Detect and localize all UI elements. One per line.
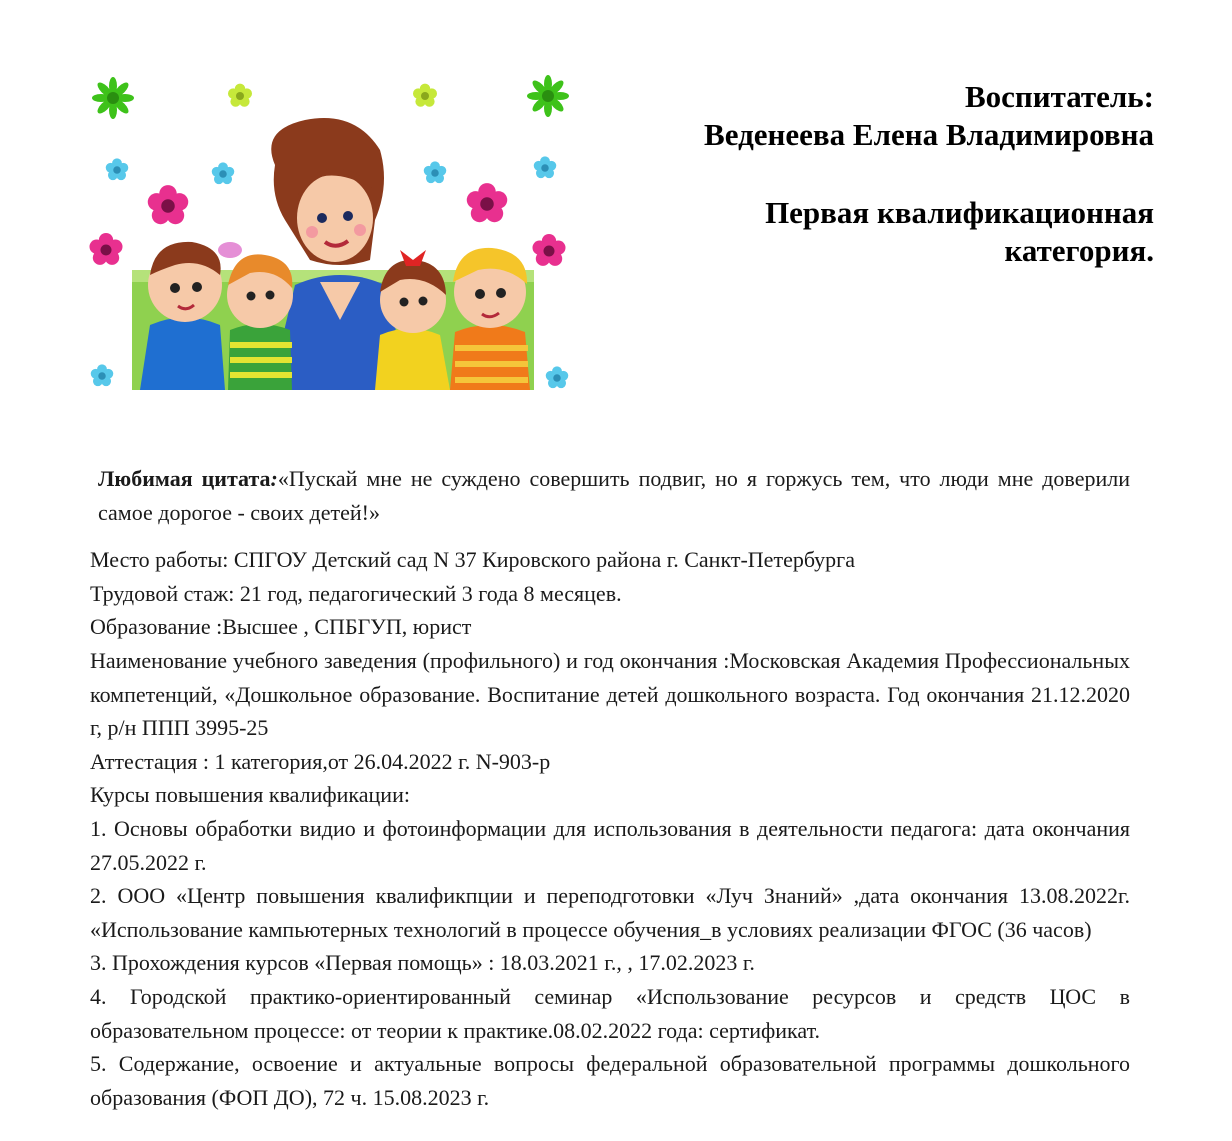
course-item: 1. Основы обработки видио и фотоинформации для использования в деятельности педагога: дата окончания 27.05.2022 г.	[90, 815, 1130, 875]
favorite-quote	[98, 462, 1130, 529]
experience-line: Трудовой стаж: 21 год, педагогический 3 года 8 месяцев.	[90, 580, 622, 606]
teacher-name: Веденеева Елена Владимировна	[704, 117, 1154, 152]
quote-colon: :	[270, 466, 278, 491]
course-item: 4. Городской практико-ориентированный семинар «Использование ресурсов и средств ЦОС в образовательном процессе: от теории к практике.08.02.2022 года: сертификат.	[90, 983, 1130, 1043]
course-item: 2. ООО «Центр повышения квалификпции и переподготовки «Луч Знаний» ,дата окончания 13.08.2022г. «Использование кампьютерных технологий в процессе обучения_в условиях реализации ФГОС (36 часов)	[90, 883, 1130, 942]
course-item: 5. Содержание, освоение и актуальные вопросы федеральной образовательной программы дошкольного образования (ФОП ДО), 72 ч. 15.08.2023 г.	[90, 1051, 1130, 1110]
category-line-2: категория.	[1004, 233, 1154, 268]
category-line-1: Первая квалификационная	[765, 195, 1154, 230]
courses-title: Курсы повышения квалификации:	[90, 782, 410, 808]
role-title: Воспитатель:	[964, 79, 1154, 114]
course-item: 3. Прохождения курсов «Первая помощь» : 18.03.2021 г., , 17.02.2023 г.	[90, 950, 755, 976]
education-line: Образование :Высшее , СПБГУП, юрист	[90, 614, 472, 640]
institution-paragraph: Наименование учебного заведения (профильного) и год окончания :Московская Академия Профессиональных компетенций, «Дошкольное образование. Воспитание детей дошкольного возраста. Год окончания 21.12.2020 г, р/н ППП 3995-25	[90, 647, 1130, 741]
teacher-children-illustration	[80, 70, 580, 400]
header-block	[594, 78, 1154, 270]
quote-text: «Пускай мне не суждено совершить подвиг, но я горжусь тем, что люди мне доверили самое дорогое - своих детей!»	[98, 466, 1130, 525]
workplace-line: Место работы: СПГОУ Детский сад N 37 Кировского района г. Санкт-Петербурга	[90, 547, 855, 573]
attestation-line: Аттестация : 1 категория,от 26.04.2022 г. N-903-р	[90, 748, 551, 774]
document-body	[90, 462, 1130, 1114]
quote-label: Любимая цитата	[98, 466, 271, 491]
